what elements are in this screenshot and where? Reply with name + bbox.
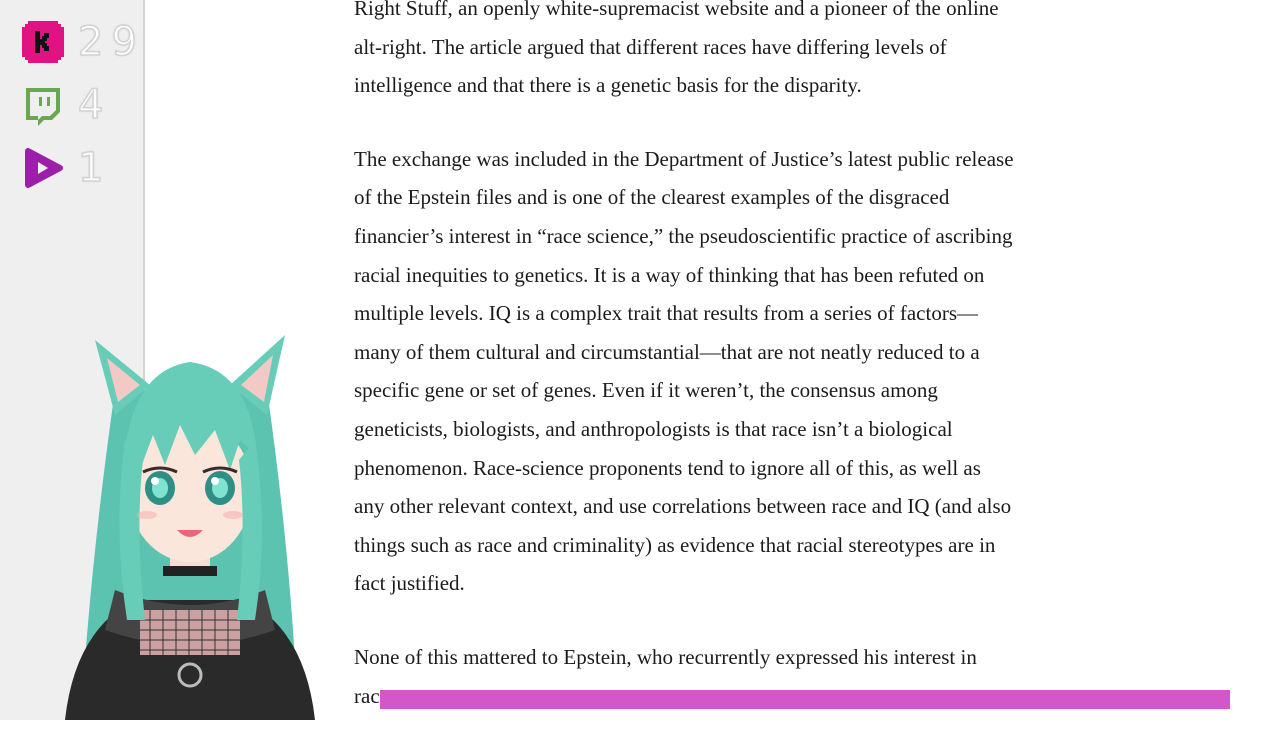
vtuber-avatar [55,330,325,720]
caption-bar [380,690,1230,709]
article-paragraph-2: The exchange was included in the Department of Justice’s latest public release of the Epstein files and is one of the clearest examples of the disgraced financier’s interest in “race science,” the pseudoscientific practice of ascribing racial inequities to genetics. It is a way of thinking that has been refuted on multiple levels. IQ is a complex trait that results from a series of factors— many of them cultural and circumstantial—that are not neatly reduced to a specific gene or set of genes. Even if it weren’t, the consensus among geneticists, biologists, and anthropologists is that race isn’t a biological phenomenon. Race-science proponents tend to ignore all of this, as well as any other relevant context, and use correlations between race and IQ (and also things such as race and criminality) as evidence that racial stereotypes are in fact justified. [354,146,1014,596]
article-paragraph-3: None of this mattered to Epstein, who recurrently expressed his interest in rac [354,644,977,708]
play-count: 1 [78,145,112,191]
kick-icon [22,21,64,63]
play-icon [22,147,64,189]
twitch-count: 4 [78,82,112,128]
stat-play [22,145,111,191]
kick-count: 29 [78,19,145,65]
stat-kick [22,19,145,65]
twitch-icon [22,84,64,126]
stat-twitch [22,82,111,128]
article-body [354,0,1154,750]
article-paragraph-1: Right Stuff, an openly white-supremacist website and a pioneer of the online alt-right. The article argued that different races have differing levels of intelligence and that there is a genetic basis for the disparity. [354,0,999,98]
